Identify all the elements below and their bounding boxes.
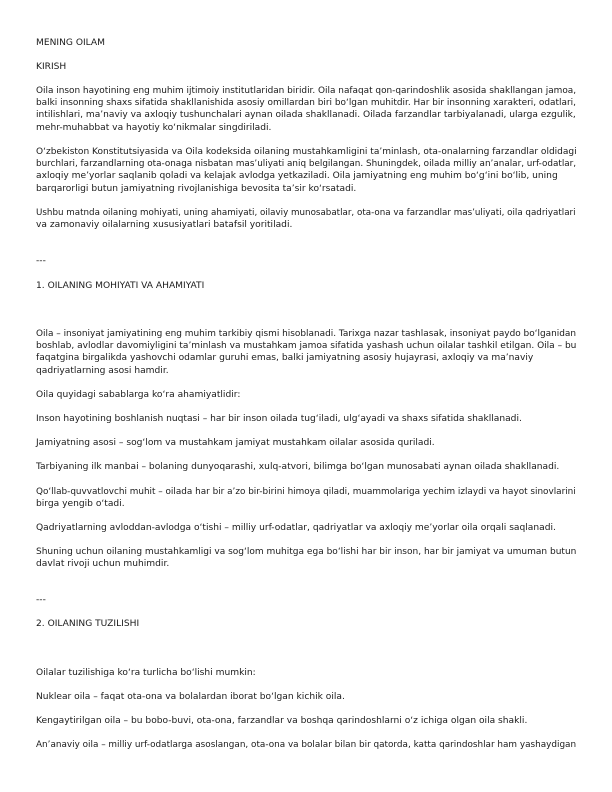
section-1-paragraph-1: [36, 328, 577, 377]
text-line: mehr-muhabbat va hayotiy ko‘nikmalar singdiriladi.: [36, 122, 272, 133]
text-line: Oila – insoniyat jamiyatining eng muhim tarkibiy qismi hisoblanadi. Tarixga nazar tashlasak, insoniyat paydo bo‘lganidan: [36, 329, 577, 339]
section-2-paragraph-4: An’anaviy oila – milliy urf-odatlarga asoslangan, ota-ona va bolalar bilan bir qatorda, katta qarindoshlar ham yashaydigan: [36, 740, 577, 750]
section-separator: ---: [36, 595, 46, 605]
text-line: balki insonning shaxs sifatida shakllanishida asosiy omillardan biri bo‘lgan muhitdir. Har bir insonning xarakteri, odatlari,: [36, 98, 576, 109]
section-1-paragraph-5: Tarbiyaning ilk manbai – bolaning dunyoqarashi, xulq-atvori, bilimga bo‘lgan munosabati aynan oilada shakllanadi.: [36, 462, 560, 472]
text-line: davlat rivoji uchun muhimdir.: [36, 559, 170, 570]
intro-heading: KIRISH: [36, 62, 67, 72]
text-line: Shuning uchun oilaning mustahkamligi va sog‘lom muhitga ega bo‘lishi har bir inson, har bir jamiyat va umuman butun: [36, 547, 577, 557]
section-1-paragraph-3: Inson hayotining boshlanish nuqtasi – har bir inson oilada tug‘iladi, ulg‘ayadi va shaxs sifatida shakllanadi.: [36, 414, 522, 424]
section-2-heading: 2. OILANING TUZILISHI: [36, 619, 140, 629]
section-2-paragraph-2: Nuklear oila – faqat ota-ona va bolalardan iborat bo‘lgan kichik oila.: [36, 692, 345, 702]
text-line: boshlab, avlodlar davomiyligini ta’minlash va mustahkam jamoa sifatida yashash uchun oilalar tashkil etilgan. Oila – bu: [36, 341, 577, 352]
section-1-paragraph-2: Oila quyidagi sabablarga ko‘ra ahamiyatlidir:: [36, 390, 241, 400]
text-line: birga yengib o‘tadi.: [36, 499, 125, 510]
text-line: Ushbu matnda oilaning mohiyati, uning ahamiyati, oilaviy munosabatlar, ota-ona va farzandlar mas’uliyati, oila qadriyatlari: [36, 208, 576, 218]
intro-paragraph-2: [36, 146, 577, 195]
text-line: burchlari, farzandlarning ota-onaga nisbatan mas’uliyati aniq belgilangan. Shuningdek, oilada milliy an’analar, urf-odatlar,: [36, 159, 577, 170]
section-separator: ---: [36, 256, 46, 266]
document-title: MENING OILAM: [36, 38, 105, 48]
section-2-paragraph-1: Oilalar tuzilishiga ko‘ra turlicha bo‘lishi mumkin:: [36, 668, 256, 678]
text-line: Qo‘llab-quvvatlovchi muhit – oilada har bir a’zo bir-birini himoya qiladi, muammolariga yechim izlaydi va hayot sinovlarini: [36, 487, 576, 497]
text-line: O‘zbekiston Konstitutsiyasida va Oila kodeksida oilaning mustahkamligini ta’minlash, ota-onalarning farzandlar oldidagi: [36, 147, 577, 157]
section-1-paragraph-8: [36, 546, 577, 570]
text-line: axloqiy me’yorlar saqlanib qoladi va kelajak avlodga yetkaziladi. Oila jamiyatning eng muhim bo‘g‘ini bo‘lib, uning: [36, 171, 558, 182]
text-line: va zamonaviy oilalarning xususiyatlari batafsil yoritiladi.: [36, 220, 293, 231]
intro-paragraph-3: [36, 207, 574, 231]
text-line: barqarorligi butun jamiyatning rivojlanishiga bevosita ta’sir ko‘rsatadi.: [36, 183, 357, 194]
text-line: Oila inson hayotining eng muhim ijtimoiy institutlaridan biridir. Oila nafaqat qon-qarindoshlik asosida shakllangan jamoa,: [36, 86, 577, 96]
intro-paragraph-1: [36, 85, 577, 134]
section-1-paragraph-4: Jamiyatning asosi – sog‘lom va mustahkam jamiyat mustahkam oilalar asosida quriladi.: [36, 438, 435, 448]
section-2-paragraph-3: Kengaytirilgan oila – bu bobo-buvi, ota-ona, farzandlar va boshqa qarindoshlarni o‘z ichiga olgan oila shakli.: [36, 716, 528, 726]
section-1-paragraph-6: [36, 486, 574, 510]
section-1-heading: 1. OILANING MOHIYATI VA AHAMIYATI: [36, 281, 205, 291]
text-line: faqatgina birgalikda yashovchi odamlar guruhi emas, balki jamiyatning asosiy hujayrasi, axloqiy va ma’naviy: [36, 353, 534, 364]
section-1-paragraph-7: Qadriyatlarning avloddan-avlodga o‘tishi – milliy urf-odatlar, qadriyatlar va axloqiy me’yorlar oila orqali saqlanadi.: [36, 523, 556, 533]
text-line: intilishlari, ma’naviy va axloqiy tushunchalari aynan oilada shakllanadi. Oilada farzandlar tarbiyalanadi, ularga ezgulik,: [36, 110, 576, 121]
text-line: qadriyatlarning asosi hamdir.: [36, 365, 169, 376]
